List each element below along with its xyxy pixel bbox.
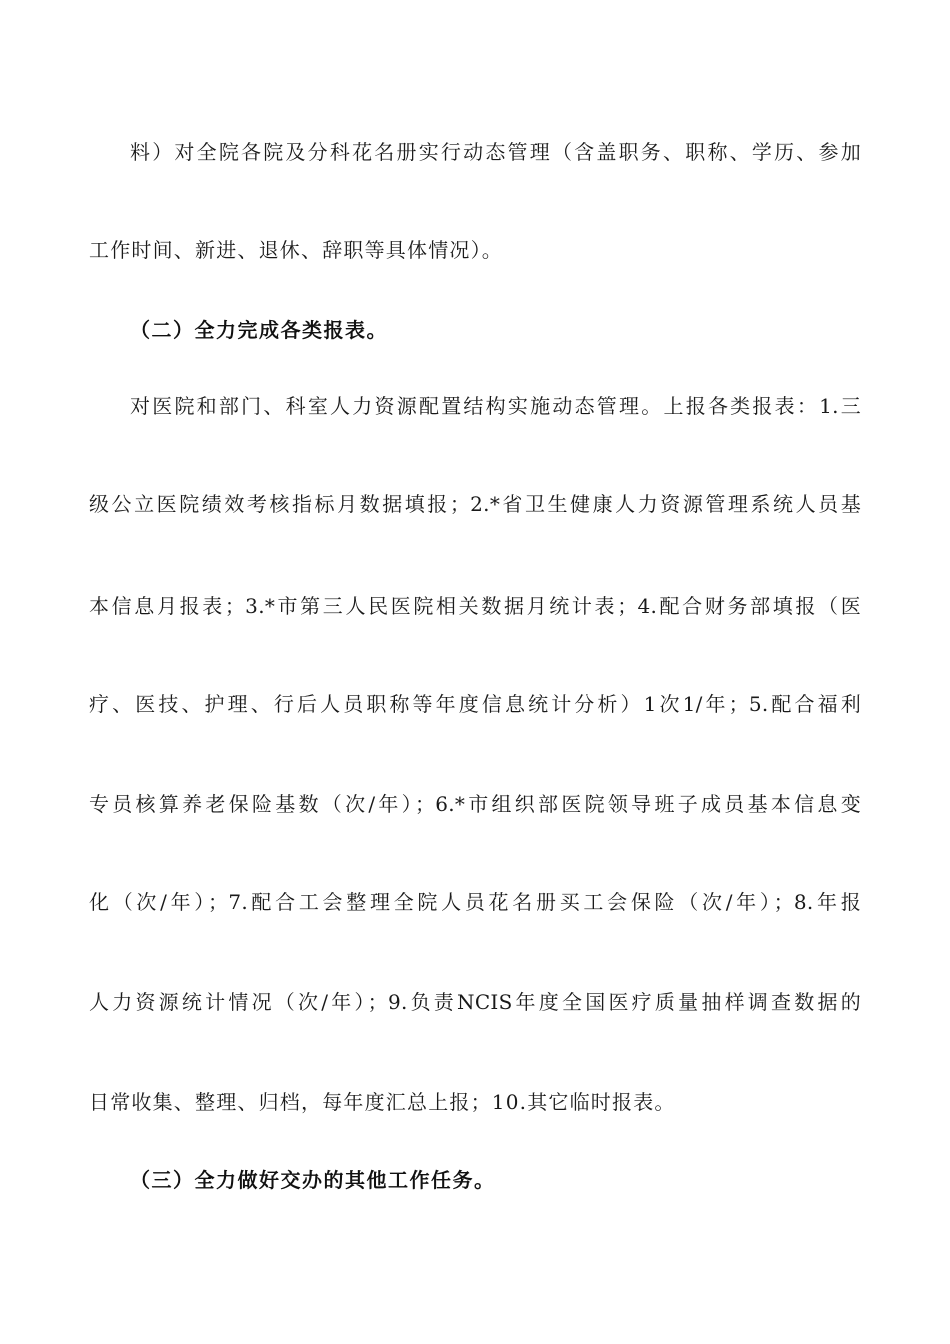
section-heading-2: （二）全力完成各类报表。: [130, 318, 388, 342]
paragraph-line: 工作时间、新进、退休、辞职等具体情况）。: [89, 238, 503, 262]
paragraph-line: 人力资源统计情况（次/年）；9.负责NCIS年度全国医疗质量抽样调查数据的: [89, 990, 861, 1014]
paragraph-line: 专员核算养老保险基数（次/年）；6.*市组织部医院领导班子成员基本信息变: [89, 792, 861, 816]
paragraph-line: 对医院和部门、科室人力资源配置结构实施动态管理。上报各类报表：1.三: [130, 394, 861, 418]
paragraph-line: 级公立医院绩效考核指标月数据填报；2.*省卫生健康人力资源管理系统人员基: [89, 492, 861, 516]
section-heading-3: （三）全力做好交办的其他工作任务。: [130, 1168, 496, 1192]
paragraph-line: 料）对全院各院及分科花名册实行动态管理（含盖职务、职称、学历、参加: [130, 140, 861, 164]
paragraph-line: 疗、医技、护理、行后人员职称等年度信息统计分析）1次1/年；5.配合福利: [89, 692, 861, 716]
paragraph-line: 本信息月报表；3.*市第三人民医院相关数据月统计表；4.配合财务部填报（医: [89, 594, 861, 618]
paragraph-line: 化（次/年）；7.配合工会整理全院人员花名册买工会保险（次/年）；8.年报: [89, 890, 861, 914]
paragraph-line: 日常收集、整理、归档，每年度汇总上报；10.其它临时报表。: [89, 1090, 676, 1114]
